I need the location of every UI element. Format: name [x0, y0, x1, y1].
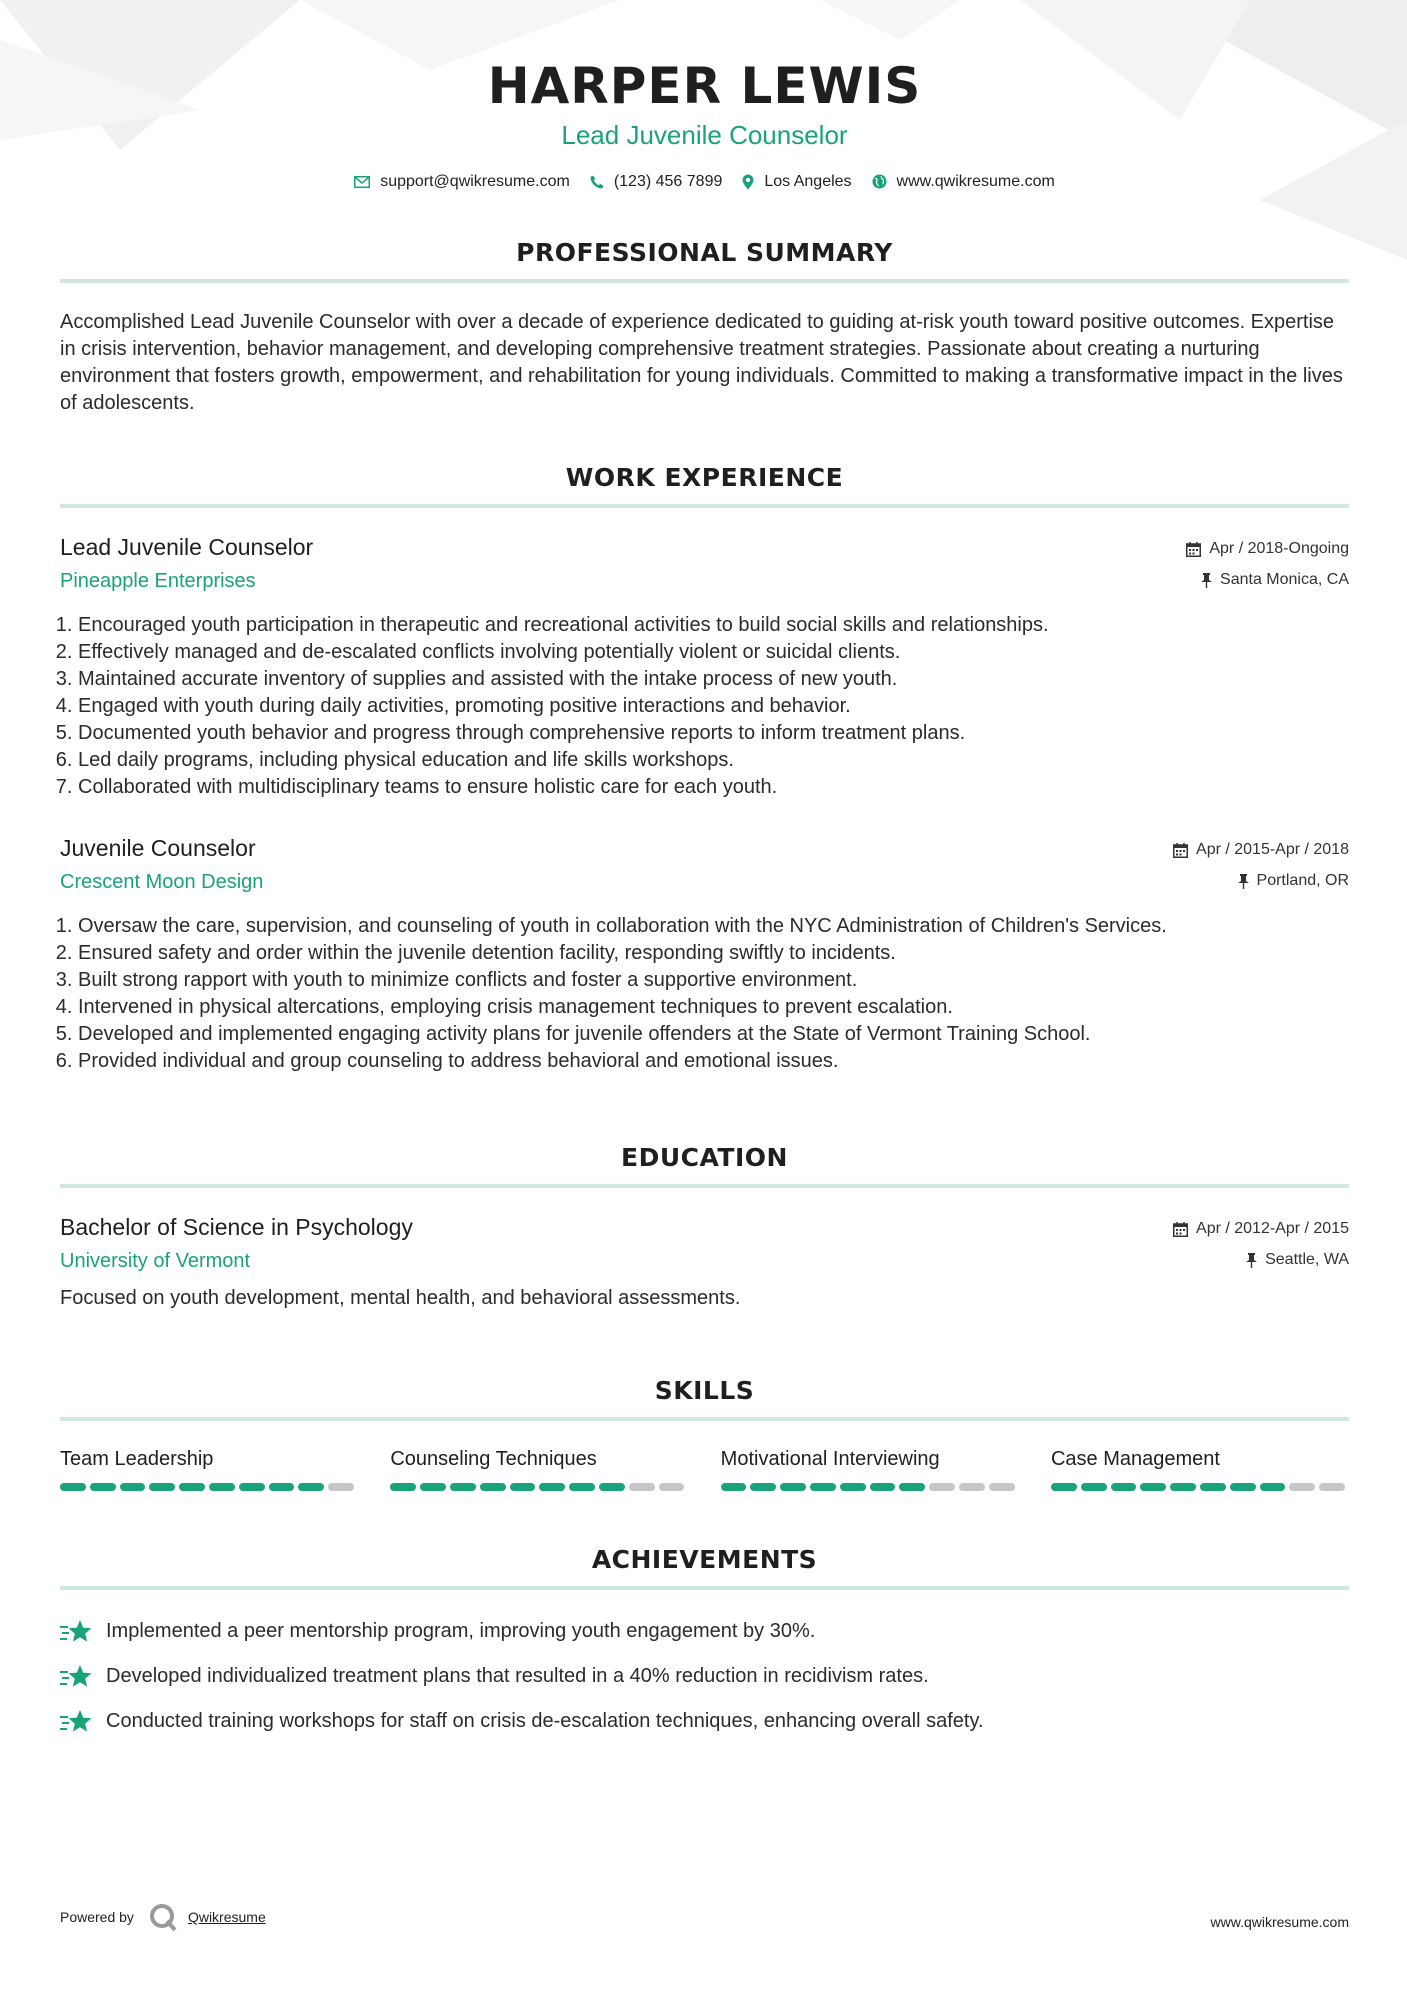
skill-segment-filled [480, 1483, 506, 1491]
skill-name: Motivational Interviewing [720, 1448, 940, 1470]
map-pin-icon [742, 174, 754, 190]
list-item: 7. Collaborated with multidisciplinary teams to ensure holistic care for each youth. [78, 774, 1049, 801]
list-item: 4. Engaged with youth during daily activities, promoting positive interactions and behavior. [78, 693, 1049, 720]
powered-by-label: Powered by [60, 1909, 134, 1925]
skill-segment-filled [1051, 1483, 1077, 1491]
section-divider [60, 1586, 1349, 1590]
skill-segment-filled [1111, 1483, 1137, 1491]
skill-level-bar [60, 1483, 358, 1491]
skill-level-bar [1051, 1483, 1349, 1491]
skill-item [1051, 1448, 1349, 1491]
page-footer [60, 1896, 1349, 1936]
skill-segment-empty [629, 1483, 655, 1491]
shooting-star-icon [60, 1619, 92, 1645]
list-item: 1. Oversaw the care, supervision, and counseling of youth in collaboration with the NYC Administration of Children's Services. [78, 913, 1167, 940]
job-location-text: Portland, OR [1256, 872, 1349, 889]
candidate-name: HARPER LEWIS [487, 57, 922, 115]
skill-segment-filled [269, 1483, 295, 1491]
skill-segment-empty [328, 1483, 354, 1491]
achievements-list [60, 1609, 1349, 1744]
achievement-text: Developed individualized treatment plans that resulted in a 40% reduction in recidivism rates. [106, 1665, 929, 1687]
education-location [1246, 1251, 1349, 1269]
skill-segment-filled [1200, 1483, 1226, 1491]
list-item: 1. Encouraged youth participation in therapeutic and recreational activities to build social skills and relationships. [78, 612, 1049, 639]
list-item: 2. Ensured safety and order within the juvenile detention facility, responding swiftly to incidents. [78, 940, 1167, 967]
education-heading: EDUCATION [621, 1143, 788, 1172]
skill-segment-filled [539, 1483, 565, 1491]
achievement-item [60, 1609, 1349, 1654]
skill-segment-filled [120, 1483, 146, 1491]
skill-item [390, 1448, 688, 1491]
skill-segment-filled [149, 1483, 175, 1491]
skill-level-bar [390, 1483, 688, 1491]
pushpin-icon [1238, 874, 1249, 889]
contact-phone-text: (123) 456 7899 [613, 172, 723, 190]
job-title: Lead Juvenile Counselor [60, 534, 314, 560]
contact-website-text: www.qwikresume.com [896, 172, 1055, 190]
phone-icon [590, 175, 604, 189]
calendar-icon [1173, 1222, 1188, 1237]
list-item: 5. Developed and implemented engaging activity plans for juvenile offenders at the State of Vermont Training School. [78, 1021, 1167, 1048]
skill-segment-filled [1081, 1483, 1107, 1491]
education-description: Focused on youth development, mental health, and behavioral assessments. [60, 1287, 741, 1309]
achievement-item [60, 1654, 1349, 1699]
section-divider [60, 1417, 1349, 1421]
achievement-text: Implemented a peer mentorship program, improving youth engagement by 30%. [106, 1620, 816, 1642]
skill-segment-filled [1230, 1483, 1256, 1491]
list-item: 2. Effectively managed and de-escalated conflicts involving potentially violent or suicidal clients. [78, 639, 1049, 666]
job-location [1201, 571, 1349, 589]
contact-website[interactable] [872, 173, 1055, 191]
skill-segment-filled [60, 1483, 86, 1491]
contact-bar [60, 173, 1349, 191]
school-name: University of Vermont [60, 1250, 251, 1272]
shooting-star-icon [60, 1664, 92, 1690]
job-title: Juvenile Counselor [60, 835, 256, 861]
list-item: 4. Intervened in physical altercations, employing crisis management techniques to prevent escalation. [78, 994, 1167, 1021]
job-date [1173, 841, 1349, 859]
education-date-text: Apr / 2012-Apr / 2015 [1196, 1220, 1349, 1237]
list-item: 3. Built strong rapport with youth to minimize conflicts and foster a supportive environment. [78, 967, 1167, 994]
job-location [1238, 872, 1349, 890]
job-date [1186, 540, 1349, 558]
list-item: 5. Documented youth behavior and progress through comprehensive reports to inform treatment plans. [78, 720, 1049, 747]
skill-item [60, 1448, 358, 1491]
pushpin-icon [1246, 1253, 1257, 1268]
job-responsibilities [60, 612, 1049, 801]
job-responsibilities [60, 913, 1167, 1075]
skill-segment-empty [1289, 1483, 1315, 1491]
skill-segment-filled [810, 1483, 836, 1491]
skill-level-bar [721, 1483, 1019, 1491]
resume-header [60, 0, 1349, 191]
skill-segment-filled [780, 1483, 806, 1491]
contact-location [742, 173, 851, 191]
resume-page [60, 0, 1349, 1732]
section-divider [60, 504, 1349, 508]
section-divider [60, 279, 1349, 283]
candidate-role: Lead Juvenile Counselor [561, 119, 848, 150]
skill-segment-filled [420, 1483, 446, 1491]
skill-segment-filled [1140, 1483, 1166, 1491]
globe-icon [872, 174, 887, 189]
achievement-text: Conducted training workshops for staff on crisis de-escalation techniques, enhancing overall safety. [106, 1710, 984, 1732]
summary-heading: PROFESSIONAL SUMMARY [516, 238, 893, 267]
skill-segment-filled [239, 1483, 265, 1491]
skill-name: Counseling Techniques [390, 1448, 597, 1470]
skill-name: Case Management [1050, 1448, 1220, 1470]
job-company: Pineapple Enterprises [60, 570, 256, 592]
skill-segment-filled [750, 1483, 776, 1491]
skill-segment-filled [209, 1483, 235, 1491]
job-date-text: Apr / 2018-Ongoing [1209, 540, 1349, 557]
contact-email[interactable] [354, 173, 570, 191]
shooting-star-icon [60, 1709, 92, 1735]
skills-list [60, 1448, 1349, 1491]
skill-segment-empty [659, 1483, 685, 1491]
skill-segment-filled [298, 1483, 324, 1491]
skill-segment-filled [450, 1483, 476, 1491]
skill-segment-empty [1319, 1483, 1345, 1491]
list-item: 6. Provided individual and group counseling to address behavioral and emotional issues. [78, 1048, 1167, 1075]
job-date-text: Apr / 2015-Apr / 2018 [1196, 841, 1349, 858]
list-item: 3. Maintained accurate inventory of supplies and assisted with the intake process of new youth. [78, 666, 1049, 693]
contact-location-text: Los Angeles [764, 172, 852, 190]
skill-segment-filled [899, 1483, 925, 1491]
experience-section [60, 463, 1349, 508]
list-item: 6. Led daily programs, including physical education and life skills workshops. [78, 747, 1049, 774]
pushpin-icon [1201, 573, 1212, 588]
skill-segment-filled [510, 1483, 536, 1491]
skill-segment-filled [179, 1483, 205, 1491]
skill-segment-filled [569, 1483, 595, 1491]
qwikresume-link[interactable]: Qwikresume [187, 1909, 266, 1925]
skill-segment-filled [840, 1483, 866, 1491]
calendar-icon [1186, 542, 1201, 557]
degree-title: Bachelor of Science in Psychology [60, 1214, 413, 1240]
skill-segment-filled [870, 1483, 896, 1491]
job-company: Crescent Moon Design [60, 871, 264, 893]
section-divider [60, 1184, 1349, 1188]
achievements-heading: ACHIEVEMENTS [591, 1545, 818, 1574]
skill-item [721, 1448, 1019, 1491]
calendar-icon [1173, 843, 1188, 858]
envelope-icon [354, 176, 370, 188]
skill-segment-filled [721, 1483, 747, 1491]
skill-segment-empty [989, 1483, 1015, 1491]
achievements-section [60, 1545, 1349, 1590]
skill-segment-filled [90, 1483, 116, 1491]
powered-by [60, 1902, 266, 1932]
summary-text: Accomplished Lead Juvenile Counselor with over a decade of experience dedicated to guiding at-risk youth toward positive outcomes. Expertise in crisis intervention, behavior management, and developing comprehensive treatment strategies. Passionate about creating a nurturing environment that fosters growth, empowerment, and rehabilitation for young individuals. Committed to making a transformative impact in the lives of adolescents. [60, 311, 1343, 414]
job-location-text: Santa Monica, CA [1220, 571, 1349, 588]
experience-heading: WORK EXPERIENCE [565, 463, 844, 492]
skill-segment-empty [959, 1483, 985, 1491]
skill-segment-filled [1260, 1483, 1286, 1491]
qwikresume-logo-icon [148, 1902, 178, 1932]
achievement-item [60, 1699, 1349, 1744]
summary-section [60, 238, 1349, 417]
education-section [60, 1143, 1349, 1188]
skills-heading: SKILLS [654, 1376, 755, 1405]
skill-name: Team Leadership [60, 1448, 214, 1470]
skill-segment-filled [390, 1483, 416, 1491]
skill-segment-filled [599, 1483, 625, 1491]
education-location-text: Seattle, WA [1265, 1251, 1349, 1268]
education-date [1173, 1220, 1349, 1238]
skill-segment-filled [1170, 1483, 1196, 1491]
skill-segment-empty [929, 1483, 955, 1491]
contact-email-text: support@qwikresume.com [380, 172, 570, 190]
footer-website[interactable]: www.qwikresume.com [1210, 1914, 1349, 1930]
contact-phone[interactable] [590, 173, 723, 191]
skills-section [60, 1376, 1349, 1421]
